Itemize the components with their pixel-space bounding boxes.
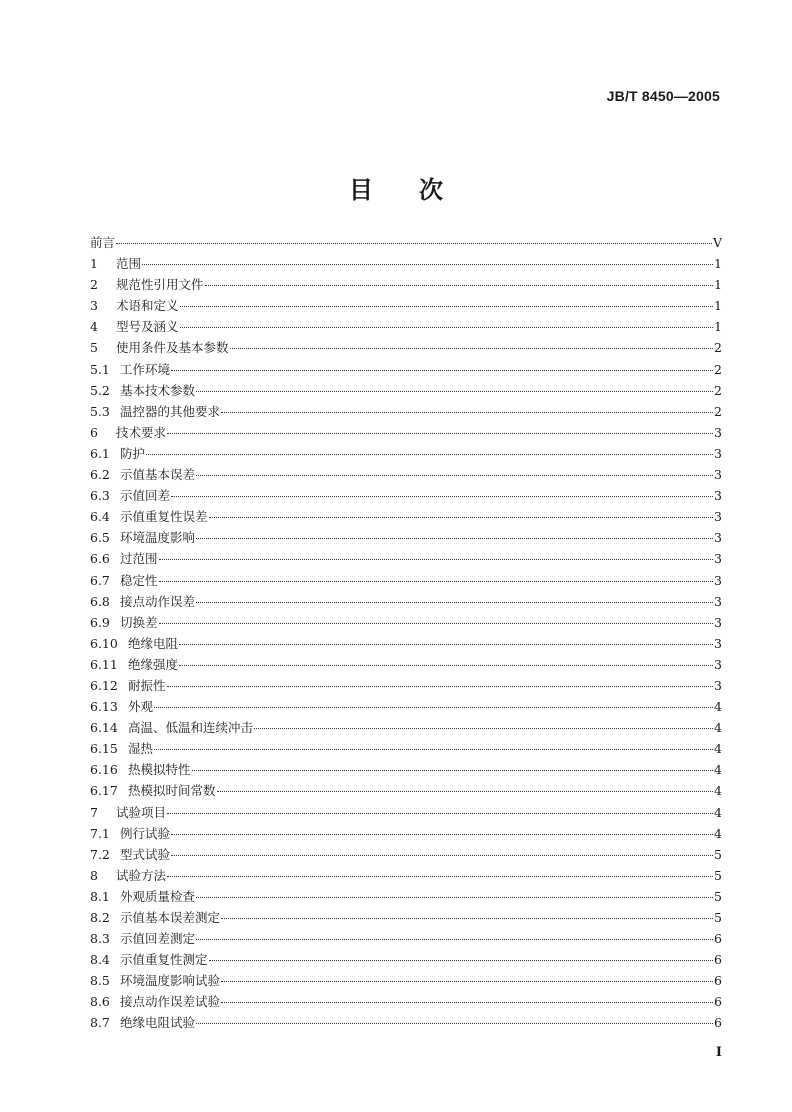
toc-dot-leader bbox=[205, 285, 713, 286]
toc-dot-leader bbox=[209, 960, 713, 961]
toc-entry[interactable] bbox=[90, 317, 722, 338]
toc-entry-number: 7 bbox=[90, 804, 98, 820]
toc-entry-number: 8.3 bbox=[90, 931, 110, 947]
toc-entry-number: 7.2 bbox=[90, 846, 110, 862]
toc-entry-page: 4 bbox=[714, 699, 722, 715]
toc-entry[interactable] bbox=[90, 655, 722, 676]
toc-entry-label: 示值重复性误差 bbox=[120, 509, 208, 525]
toc-entry-label: 过范围 bbox=[120, 551, 158, 567]
toc-entry[interactable] bbox=[90, 781, 722, 802]
toc-entry-number: 8.1 bbox=[90, 888, 110, 904]
toc-entry-number: 8.5 bbox=[90, 973, 110, 989]
toc-entry-label: 绝缘电阻试验 bbox=[120, 1015, 196, 1031]
toc-entry-number: 6.11 bbox=[90, 656, 118, 672]
toc-entry-page: 4 bbox=[714, 720, 722, 736]
toc-entry-number: 2 bbox=[90, 277, 98, 293]
toc-entry[interactable] bbox=[90, 845, 722, 866]
toc-entry-page: V bbox=[712, 235, 722, 250]
toc-entry-label: 术语和定义 bbox=[116, 298, 179, 314]
toc-entry-page: 3 bbox=[714, 509, 722, 525]
toc-entry[interactable] bbox=[90, 423, 722, 444]
table-of-contents bbox=[90, 233, 722, 1035]
toc-entry-page: 4 bbox=[714, 762, 722, 778]
toc-entry[interactable] bbox=[90, 992, 722, 1013]
toc-entry-label: 高温、低温和连续冲击 bbox=[128, 720, 254, 736]
toc-dot-leader bbox=[217, 791, 713, 792]
toc-entry-label: 热模拟特性 bbox=[128, 762, 191, 778]
toc-dot-leader bbox=[180, 306, 713, 307]
toc-entry[interactable] bbox=[90, 676, 722, 697]
toc-entry-label: 例行试验 bbox=[120, 825, 171, 841]
toc-dot-leader bbox=[167, 686, 713, 687]
toc-entry-label: 工作环境 bbox=[120, 361, 171, 377]
toc-entry-page: 5 bbox=[714, 888, 722, 904]
toc-dot-leader bbox=[167, 876, 713, 877]
toc-entry-page: 6 bbox=[714, 1015, 722, 1031]
toc-entry-number: 5.2 bbox=[90, 382, 110, 398]
toc-entry-number: 6.6 bbox=[90, 551, 110, 567]
toc-dot-leader bbox=[196, 897, 713, 898]
toc-entry-label: 接点动作误差试验 bbox=[120, 994, 221, 1010]
toc-entry-label: 环境温度影响试验 bbox=[120, 973, 221, 989]
toc-entry-page: 3 bbox=[714, 593, 722, 609]
toc-dot-leader bbox=[154, 707, 713, 708]
toc-dot-leader bbox=[154, 749, 713, 750]
toc-entry-page: 5 bbox=[714, 910, 722, 925]
toc-entry-page: 3 bbox=[714, 551, 722, 567]
toc-entry-number: 6.4 bbox=[90, 509, 110, 525]
toc-dot-leader bbox=[179, 665, 713, 666]
toc-entry-page: 3 bbox=[714, 656, 722, 672]
toc-entry-number: 6.5 bbox=[90, 530, 110, 546]
toc-entry-number: 6.10 bbox=[90, 635, 118, 651]
toc-entry[interactable] bbox=[90, 718, 722, 739]
toc-entry-label: 绝缘电阻 bbox=[128, 635, 179, 651]
toc-entry-number: 8 bbox=[90, 867, 98, 883]
toc-entry-label: 示值回差测定 bbox=[120, 931, 196, 947]
toc-entry-page: 5 bbox=[714, 867, 722, 883]
toc-entry-number: 6.13 bbox=[90, 699, 118, 715]
toc-entry[interactable] bbox=[90, 528, 722, 549]
toc-entry-number: 4 bbox=[90, 319, 98, 335]
toc-dot-leader bbox=[192, 770, 713, 771]
toc-entry-number: 6 bbox=[90, 424, 98, 440]
toc-entry-label: 试验项目 bbox=[116, 804, 167, 820]
toc-entry-label: 防护 bbox=[120, 445, 146, 461]
toc-entry[interactable] bbox=[90, 549, 722, 570]
toc-dot-leader bbox=[221, 1002, 713, 1003]
toc-entry[interactable] bbox=[90, 739, 722, 760]
toc-dot-leader bbox=[221, 412, 713, 413]
toc-entry-page: 3 bbox=[714, 445, 722, 461]
toc-entry-page: 4 bbox=[714, 804, 722, 820]
toc-entry[interactable] bbox=[90, 613, 722, 634]
toc-entry-number: 8.6 bbox=[90, 994, 110, 1010]
toc-entry[interactable] bbox=[90, 402, 722, 423]
toc-entry-label: 型号及涵义 bbox=[116, 319, 179, 335]
toc-dot-leader bbox=[167, 433, 713, 434]
toc-dot-leader bbox=[179, 644, 713, 645]
toc-entry-label: 前言 bbox=[90, 235, 116, 250]
toc-entry-label: 示值重复性测定 bbox=[120, 952, 208, 968]
toc-dot-leader bbox=[230, 348, 713, 349]
toc-entry-number: 6.2 bbox=[90, 467, 110, 483]
toc-entry-label: 外观质量检查 bbox=[120, 888, 196, 904]
toc-entry-number: 5 bbox=[90, 340, 98, 356]
toc-entry[interactable] bbox=[90, 697, 722, 718]
toc-dot-leader bbox=[142, 264, 713, 265]
toc-entry-label: 规范性引用文件 bbox=[116, 277, 204, 293]
toc-entry-number: 6.17 bbox=[90, 783, 118, 799]
toc-entry[interactable] bbox=[90, 803, 722, 824]
toc-entry-page: 6 bbox=[714, 952, 722, 968]
toc-entry[interactable] bbox=[90, 760, 722, 781]
toc-dot-leader bbox=[221, 918, 713, 919]
toc-entry-label: 外观 bbox=[128, 699, 154, 715]
toc-entry-label: 接点动作误差 bbox=[120, 593, 196, 609]
toc-entry-label: 绝缘强度 bbox=[128, 656, 179, 672]
toc-entry-number: 8.2 bbox=[90, 910, 110, 925]
toc-entry-page: 1 bbox=[714, 298, 722, 314]
toc-entry[interactable] bbox=[90, 571, 722, 592]
toc-entry[interactable] bbox=[90, 444, 722, 465]
toc-entry-number: 7.1 bbox=[90, 825, 110, 841]
toc-dot-leader bbox=[159, 623, 713, 624]
toc-entry-page: 5 bbox=[714, 846, 722, 862]
page-folio: I bbox=[715, 1045, 722, 1060]
toc-entry[interactable] bbox=[90, 634, 722, 655]
toc-entry[interactable] bbox=[90, 866, 722, 887]
toc-entry[interactable] bbox=[90, 592, 722, 613]
toc-dot-leader bbox=[146, 454, 713, 455]
toc-entry-page: 3 bbox=[714, 614, 722, 630]
toc-entry[interactable] bbox=[90, 908, 722, 929]
toc-entry-page: 2 bbox=[714, 403, 722, 419]
toc-entry-label: 基本技术参数 bbox=[120, 382, 196, 398]
toc-entry-label: 示值回差 bbox=[120, 488, 171, 504]
toc-entry[interactable] bbox=[90, 275, 722, 296]
toc-entry-page: 2 bbox=[714, 340, 722, 356]
toc-dot-leader bbox=[171, 496, 713, 497]
toc-entry[interactable] bbox=[90, 887, 722, 908]
toc-entry-page: 4 bbox=[714, 741, 722, 757]
toc-entry-number: 1 bbox=[90, 256, 98, 272]
toc-entry-number: 8.7 bbox=[90, 1015, 110, 1031]
toc-entry[interactable] bbox=[90, 929, 722, 950]
toc-dot-leader bbox=[254, 728, 713, 729]
toc-entry-label: 稳定性 bbox=[120, 572, 158, 588]
toc-dot-leader bbox=[159, 581, 713, 582]
toc-entry-label: 切换差 bbox=[120, 614, 158, 630]
toc-entry-number: 6.16 bbox=[90, 762, 118, 778]
toc-entry-page: 3 bbox=[714, 488, 722, 504]
toc-dot-leader bbox=[221, 981, 713, 982]
toc-entry-label: 耐振性 bbox=[128, 677, 166, 693]
toc-entry-number: 5.1 bbox=[90, 361, 110, 377]
toc-entry-number: 5.3 bbox=[90, 403, 110, 419]
toc-entry-page: 3 bbox=[714, 635, 722, 651]
toc-entry[interactable] bbox=[90, 338, 722, 359]
toc-dot-leader bbox=[159, 559, 713, 560]
toc-dot-leader bbox=[116, 243, 712, 244]
toc-dot-leader bbox=[196, 939, 713, 940]
toc-entry-label: 技术要求 bbox=[116, 424, 167, 440]
toc-dot-leader bbox=[196, 475, 713, 476]
toc-entry-number: 8.4 bbox=[90, 952, 110, 968]
toc-dot-leader bbox=[171, 834, 713, 835]
toc-entry-number: 6.8 bbox=[90, 593, 110, 609]
toc-dot-leader bbox=[209, 517, 713, 518]
toc-dot-leader bbox=[196, 602, 713, 603]
toc-entry-page: 1 bbox=[714, 256, 722, 272]
toc-dot-leader bbox=[196, 1023, 713, 1024]
toc-entry-number: 6.9 bbox=[90, 614, 110, 630]
toc-dot-leader bbox=[196, 391, 713, 392]
toc-entry-page: 6 bbox=[714, 931, 722, 947]
toc-entry-number: 6.14 bbox=[90, 720, 118, 736]
toc-entry-number: 6.15 bbox=[90, 741, 118, 757]
toc-entry-label: 示值基本误差 bbox=[120, 467, 196, 483]
toc-entry[interactable] bbox=[90, 381, 722, 402]
toc-entry-label: 范围 bbox=[116, 256, 142, 272]
toc-entry-page: 6 bbox=[714, 973, 722, 989]
toc-entry-label: 使用条件及基本参数 bbox=[116, 340, 229, 356]
toc-entry[interactable] bbox=[90, 233, 722, 254]
toc-entry-label: 湿热 bbox=[128, 741, 154, 757]
toc-entry-number: 6.7 bbox=[90, 572, 110, 588]
toc-entry[interactable] bbox=[90, 465, 722, 486]
toc-entry-page: 4 bbox=[714, 825, 722, 841]
page-title: 目次 bbox=[349, 176, 489, 204]
toc-entry-label: 温控器的其他要求 bbox=[120, 403, 221, 419]
standard-code: JB/T 8450—2005 bbox=[606, 88, 720, 104]
toc-entry-page: 4 bbox=[714, 783, 722, 799]
toc-entry-page: 6 bbox=[714, 994, 722, 1010]
toc-dot-leader bbox=[196, 538, 713, 539]
toc-entry[interactable] bbox=[90, 296, 722, 317]
toc-entry-page: 2 bbox=[714, 361, 722, 377]
toc-entry-page: 3 bbox=[714, 530, 722, 546]
toc-entry-page: 1 bbox=[714, 277, 722, 293]
toc-entry-label: 热模拟时间常数 bbox=[128, 783, 216, 799]
toc-entry-page: 3 bbox=[714, 467, 722, 483]
toc-entry-page: 3 bbox=[714, 572, 722, 588]
toc-entry-label: 示值基本误差测定 bbox=[120, 910, 221, 925]
toc-dot-leader bbox=[180, 327, 713, 328]
toc-entry-page: 1 bbox=[714, 319, 722, 335]
toc-entry-page: 3 bbox=[714, 424, 722, 440]
toc-entry-number: 6.3 bbox=[90, 488, 110, 504]
toc-entry-number: 6.1 bbox=[90, 445, 110, 461]
toc-entry[interactable] bbox=[90, 254, 722, 275]
toc-dot-leader bbox=[167, 813, 713, 814]
toc-dot-leader bbox=[171, 370, 713, 371]
toc-entry-label: 试验方法 bbox=[116, 867, 167, 883]
toc-entry-label: 环境温度影响 bbox=[120, 530, 196, 546]
toc-entry-number: 3 bbox=[90, 298, 98, 314]
toc-entry-number: 6.12 bbox=[90, 677, 118, 693]
toc-entry-page: 3 bbox=[714, 677, 722, 693]
toc-entry[interactable] bbox=[90, 824, 722, 845]
toc-entry[interactable] bbox=[90, 486, 722, 507]
toc-dot-leader bbox=[171, 855, 713, 856]
toc-entry[interactable] bbox=[90, 950, 722, 971]
toc-entry[interactable] bbox=[90, 507, 722, 528]
toc-entry[interactable] bbox=[90, 1013, 722, 1034]
toc-entry[interactable] bbox=[90, 971, 722, 992]
toc-entry-page: 2 bbox=[714, 382, 722, 398]
toc-entry[interactable] bbox=[90, 360, 722, 381]
toc-entry-label: 型式试验 bbox=[120, 846, 171, 862]
